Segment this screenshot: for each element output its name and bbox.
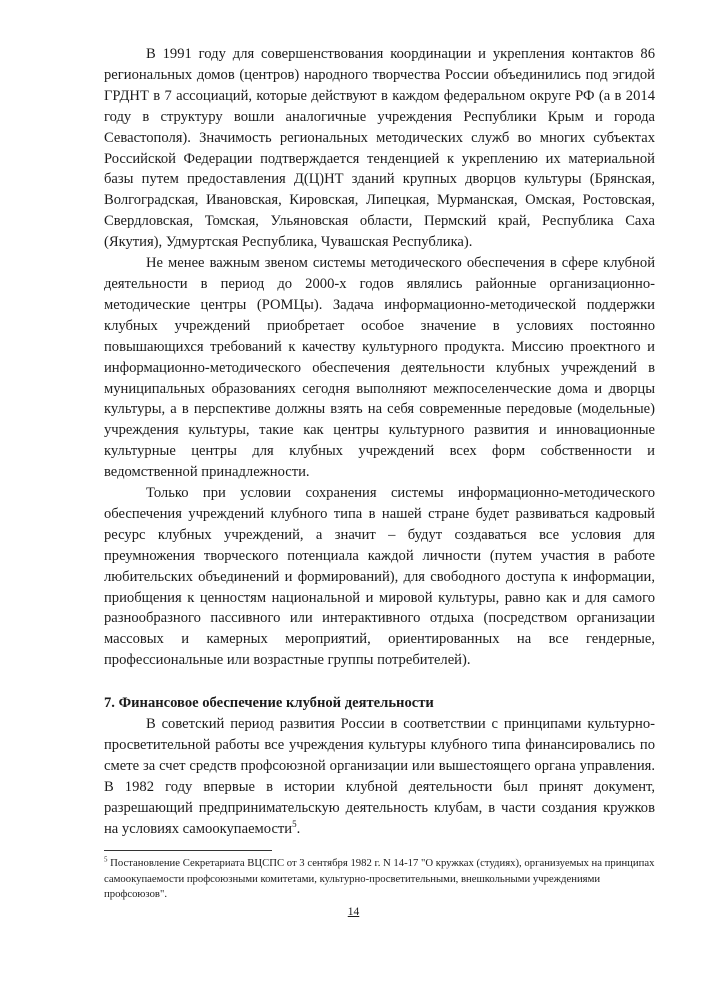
paragraph-financing-text: В советский период развития России в соответствии с принципами культурно-просветительной работы все учреждения культуры клубного типа финансировались по смете за счет средств профсоюзной организации или вышестоящего органа управления. В 1982 году впервые в истории клубной деятельности был принят документ, разрешающий предпринимательскую деятельность клубам, в части создания кружков на условиях самоокупаемости: [104, 716, 655, 837]
paragraph-conditions: Только при условии сохранения системы информационно-методического обеспечения учреждений клубного типа в нашей стране будет развиваться кадровый ресурс клубных учреждений, а значит – будут создаваться все условия для преумножения творческого потенциала каждой личности (путем участия в работе любительских объединений и формирований), для свободного доступа к информации, приобщения к ценностям национальной и мировой культуры, равно как и для самого разнообразного пассивного или интерактивного отдыха (посредством организации массовых и камерных мероприятий, ориентированных на все гендерные, профессиональные или возрастные группы потребителей).: [104, 485, 655, 669]
footnote-divider: [104, 850, 272, 851]
section-heading: 7. Финансовое обеспечение клубной деятельности: [104, 695, 434, 712]
paragraph-financing-end: .: [296, 820, 301, 837]
paragraph-financing: [104, 714, 655, 839]
paragraph-associations: В 1991 году для совершенствования координации и укрепления контактов 86 региональных домов (центров) народного творчества России объединились под эгидой ГРДНТ в 7 ассоциаций, которые действуют в каждом федеральном округе РФ (а в 2014 году в структуру вошли аналогичные учреждения Республики Крым и города Севастополя). Значимость региональных методических служб во многих субъектах Российской Федерации подтверждается тенденцией к укреплению их материальной базы путем предоставления Д(Ц)НТ зданий крупных дворцов культуры (Брянская, Волгоградская, Ивановская, Кировская, Липецкая, Мурманская, Омская, Ростовская, Свердловская, Томская, Ульяновская области, Пермский край, Республика Саха (Якутия), Удмуртская Республика, Чувашская Республика).: [104, 46, 655, 251]
page-number: 14: [347, 906, 360, 918]
paragraph-romc: Не менее важным звеном системы методического обеспечения в сфере клубной деятельности в период до 2000-х годов являлись районные организационно-методические центры (РОМЦы). Задача информационно-методической поддержки клубных учреждений приобретает особое значение в условиях постоянно повышающихся требований к качеству культурного продукта. Миссию проектного и информационно-методического обеспечения деятельности клубных учреждений в муниципальных образованиях сегодня выполняют межпоселенческие дома и дворцы культуры, а в перспективе должны взять на себя современные передовые (модельные) учреждения культуры, такие как центры культурного развития и инновационные культурные центры для клубных учреждений всех форм собственности и ведомственной принадлежности.: [104, 255, 655, 481]
footnote: [104, 856, 655, 903]
footnote-reference[interactable]: 5: [292, 818, 297, 829]
footnote-marker: 5: [104, 855, 108, 864]
footnote-text: Постановление Секретариата ВЦСПС от 3 сентября 1982 г. N 14-17 "О кружках (студиях), организуемых на принципах самоокупаемости профсоюзными комитетами, культурно-просветительными, внешкольными учреждениями профсоюзов".: [104, 857, 655, 900]
body-text: [104, 44, 655, 840]
